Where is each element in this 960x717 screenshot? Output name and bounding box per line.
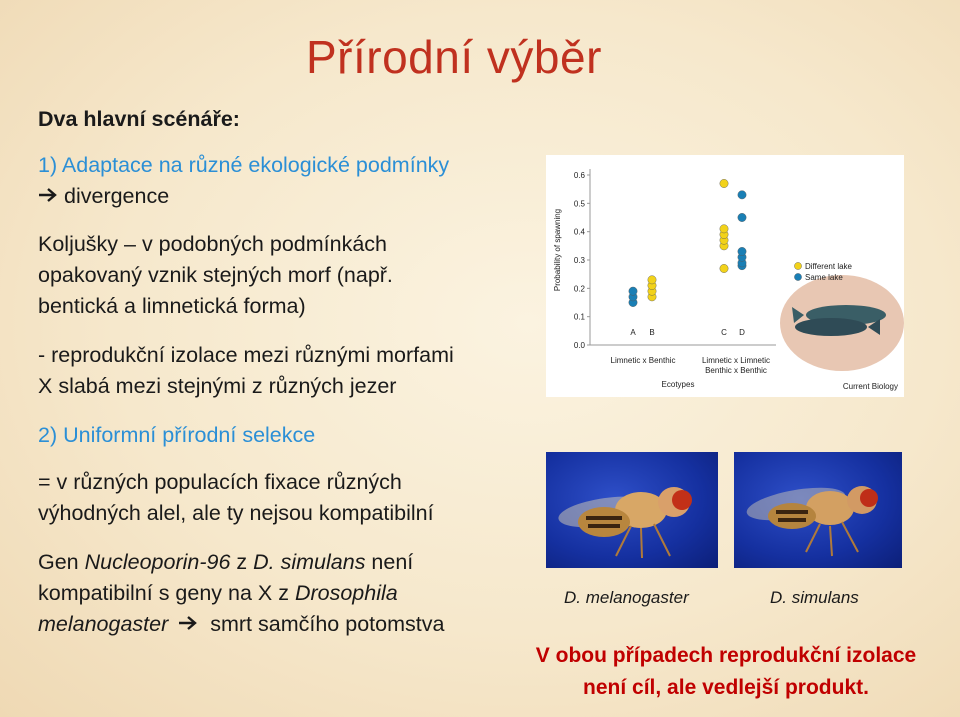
compatible-text: kompatibilní s geny na X z xyxy=(38,581,295,605)
data-point xyxy=(720,179,728,187)
chart-axes xyxy=(553,169,776,389)
spawning-chart-svg xyxy=(546,155,904,397)
fly-image-melanogaster xyxy=(546,452,718,568)
category-label: Limnetic x Benthic xyxy=(610,356,676,365)
caption-simulans: D. simulans xyxy=(770,588,859,607)
fly-illustration xyxy=(734,452,902,568)
group-label: C xyxy=(721,328,727,337)
isolation-line-2: X slabá mezi stejnými z různých jezer xyxy=(38,374,397,398)
legend-label: Different lake xyxy=(805,262,852,271)
y-tick-label: 0.0 xyxy=(573,341,585,350)
data-point xyxy=(648,276,656,284)
fixation-line-1: = v různých populacích fixace různých xyxy=(38,470,402,494)
data-point xyxy=(720,225,728,233)
species-simulans: D. simulans xyxy=(253,550,366,574)
z-word: z xyxy=(230,550,254,574)
y-tick-label: 0.2 xyxy=(573,284,585,294)
caption-melanogaster: D. melanogaster xyxy=(564,588,689,607)
slide-title: Přírodní výběr xyxy=(306,31,602,83)
spawning-chart xyxy=(546,155,904,397)
gene-line-1 xyxy=(38,547,413,578)
legend-marker xyxy=(794,262,801,269)
gene-line-3 xyxy=(38,609,444,640)
stickleback-line-1: Koljušky – v podobných podmínkách xyxy=(38,232,387,256)
data-point xyxy=(738,247,746,255)
legend-marker xyxy=(794,273,801,280)
y-tick-label: 0.4 xyxy=(573,227,585,237)
x-axis-label: Ecotypes xyxy=(661,380,695,389)
data-point xyxy=(738,191,746,199)
data-point xyxy=(738,213,746,221)
conclusion-line-1: V obou případech reprodukční izolace xyxy=(535,644,917,667)
group-label: B xyxy=(649,328,655,337)
stickleback-line-2: opakovaný vznik stejných morf (např. xyxy=(38,263,393,287)
gene-rest: není xyxy=(365,550,414,574)
species-drosophila: Drosophila xyxy=(294,581,398,605)
male-lethality-text: smrt samčího potomstva xyxy=(204,612,445,636)
fly-illustration xyxy=(546,452,718,568)
fixation-line-2: výhodných alel, ale ty nejsou kompatibilní xyxy=(38,501,434,525)
right-arrow-icon xyxy=(38,181,64,212)
chart-credit: Current Biology xyxy=(842,382,898,391)
y-tick-label: 0.3 xyxy=(573,256,585,265)
right-arrow-icon xyxy=(178,609,204,640)
scenarios-heading: Dva hlavní scénáře: xyxy=(38,107,240,131)
stickleback-line-3: bentická a limnetická forma) xyxy=(38,294,306,318)
legend-label: Same lake xyxy=(805,273,843,282)
group-label: A xyxy=(630,328,636,337)
scenario-2-title: 2) Uniformní přírodní selekce xyxy=(38,423,316,447)
stickleback-photo xyxy=(780,275,904,371)
category-label: Benthic x Benthic xyxy=(705,366,767,375)
y-axis-label: Probability of spawning xyxy=(553,208,562,292)
isolation-line-1: - reprodukční izolace mezi různými morfami xyxy=(38,343,454,367)
scenario-1-arrow-line xyxy=(38,181,169,212)
y-tick-label: 0.6 xyxy=(573,171,585,180)
species-melanogaster: melanogaster xyxy=(38,612,169,636)
y-tick-label: 0.1 xyxy=(573,312,585,322)
fly-image-simulans xyxy=(734,452,902,568)
gene-line-2 xyxy=(38,578,398,609)
y-tick-label: 0.5 xyxy=(573,199,585,209)
chart-marks xyxy=(629,179,746,306)
data-point xyxy=(629,287,637,295)
data-point xyxy=(720,264,728,272)
divergence-text: divergence xyxy=(64,184,170,208)
conclusion-line-2: není cíl, ale vedlejší produkt. xyxy=(583,676,869,699)
gen-word: Gen xyxy=(38,550,85,574)
group-label: D xyxy=(739,328,745,337)
scenario-1-title: 1) Adaptace na různé ekologické podmínky xyxy=(38,153,450,177)
gene-name: Nucleoporin-96 xyxy=(84,550,231,574)
category-label: Limnetic x Limnetic xyxy=(701,356,771,365)
